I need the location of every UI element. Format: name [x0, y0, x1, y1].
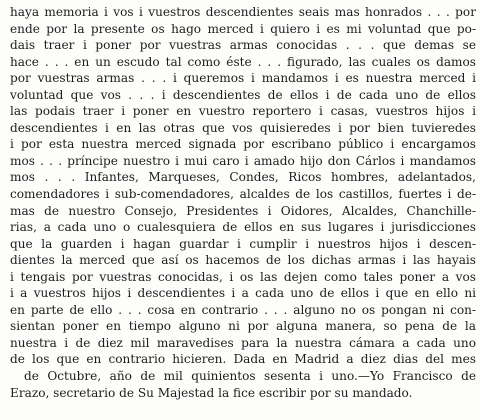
text-line: dientes la merced que así os hacemos de los dichas armas i las hayais	[10, 253, 476, 268]
text-line: rias, a cada uno o cualesquiera de ellos en sus lugares i jurisdicciones	[10, 220, 476, 235]
text-line: mos . . . Infantes, Marqueses, Condes, Ricos hombres, adelantados,	[10, 170, 476, 185]
text-line: hace . . . en un escudo tal como éste . . . figurado, las cuales os damos	[10, 54, 476, 69]
text-line: i a vuestros hijos i descendientes i a cada uno de ellos i que en ello ni	[10, 286, 476, 301]
body-text	[10, 4, 476, 401]
text-line: sientan poner en tiempo alguno ni por alguna manera, so pena de la	[10, 319, 476, 334]
text-line: i tengais por vuestras conocidas, i os las dejen como tales poner a vos	[10, 269, 476, 284]
text-line: que la guarden i hagan guardar i cumplir i nuestros hijos i descen-	[10, 236, 476, 251]
text-line: en parte de ello . . . cosa en contrario . . . alguno no os pongan ni con-	[10, 302, 476, 317]
text-line: de los que en contrario hicieren. Dada en Madrid a diez dias del mes	[10, 352, 476, 367]
text-line: por vuestras armas . . . i queremos i mandamos i es nuestra merced i	[10, 71, 476, 86]
text-line: comendadores i sub-comendadores, alcaldes de los castillos, fuertes i de-	[10, 187, 476, 202]
text-line: ende por la presente os hago merced i quiero i es mi voluntad que po-	[10, 21, 476, 36]
text-line: mas de nuestro Consejo, Presidentes i Oidores, Alcaldes, Chanchille-	[10, 203, 476, 218]
text-line: nuestra i de diez mil maravedises para la nuestra cámara a cada uno	[10, 335, 476, 350]
text-line: Erazo, secretario de Su Majestad la fice escribir por su mandado.	[10, 385, 413, 400]
text-line: haya memoria i vos i vuestros descendientes seais mas honrados . . . por	[10, 5, 476, 19]
text-line: las podais traer i poner en vuestro reportero i casas, vuestros hijos i	[10, 104, 476, 119]
text-line: i por esta nuestra merced signada por escribano público i encargamos	[10, 137, 476, 152]
text-line: dais traer i poner por vuestras armas conocidas . . . que demas se	[10, 38, 476, 53]
text-line: descendientes i en las otras que vos quisieredes i por bien tuvieredes	[10, 120, 476, 135]
text-line: voluntad que vos . . . i descendientes de ellos i de cada uno de ellos	[10, 87, 476, 102]
text-line: mos . . . príncipe nuestro i mui caro i amado hijo don Cárlos i mandamos	[10, 153, 476, 168]
text-line: de Octubre, año de mil quinientos sesenta i uno.—Yo Francisco de	[24, 369, 476, 384]
